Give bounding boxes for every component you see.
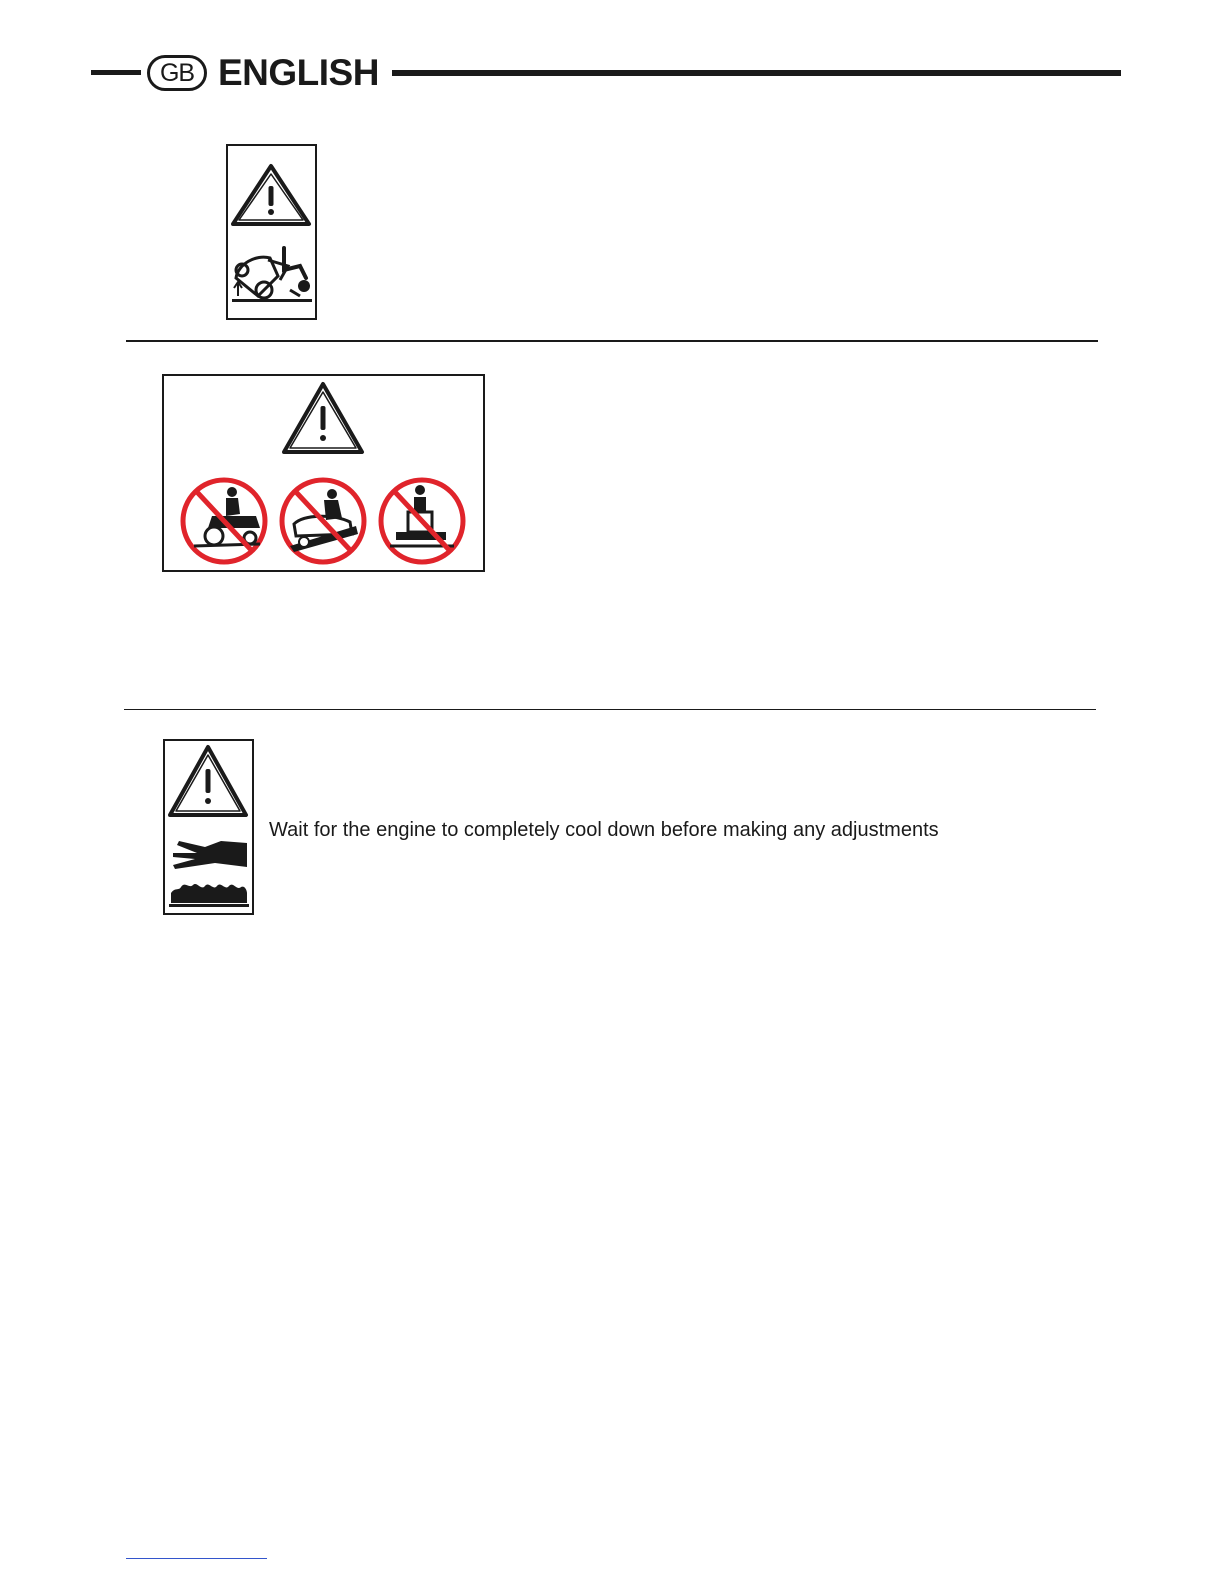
section-divider bbox=[124, 709, 1096, 710]
hot-engine-caption: Wait for the engine to completely cool down before making any adjustments bbox=[269, 819, 939, 841]
header-rule-left bbox=[91, 70, 141, 75]
language-badge: GB bbox=[147, 55, 207, 91]
no-standing-on-machine-icon bbox=[381, 480, 463, 562]
warning-triangle-icon bbox=[284, 384, 362, 452]
header-rule-right bbox=[392, 70, 1121, 76]
hot-surface-warning-panel bbox=[163, 739, 254, 915]
warning-triangle-icon bbox=[233, 166, 309, 224]
mower-tipping-over-icon bbox=[232, 248, 312, 302]
language-title: ENGLISH bbox=[218, 52, 379, 93]
warning-triangle-icon bbox=[170, 747, 246, 815]
footer-link-underline bbox=[126, 1558, 267, 1559]
no-riding-tractor-icon bbox=[183, 480, 265, 562]
section-divider bbox=[126, 340, 1098, 342]
hand-hot-surface-icon bbox=[169, 841, 249, 907]
no-riding-mower-icon bbox=[282, 480, 364, 562]
no-riding-warning-panel bbox=[162, 374, 485, 572]
tipping-warning-panel bbox=[226, 144, 317, 320]
